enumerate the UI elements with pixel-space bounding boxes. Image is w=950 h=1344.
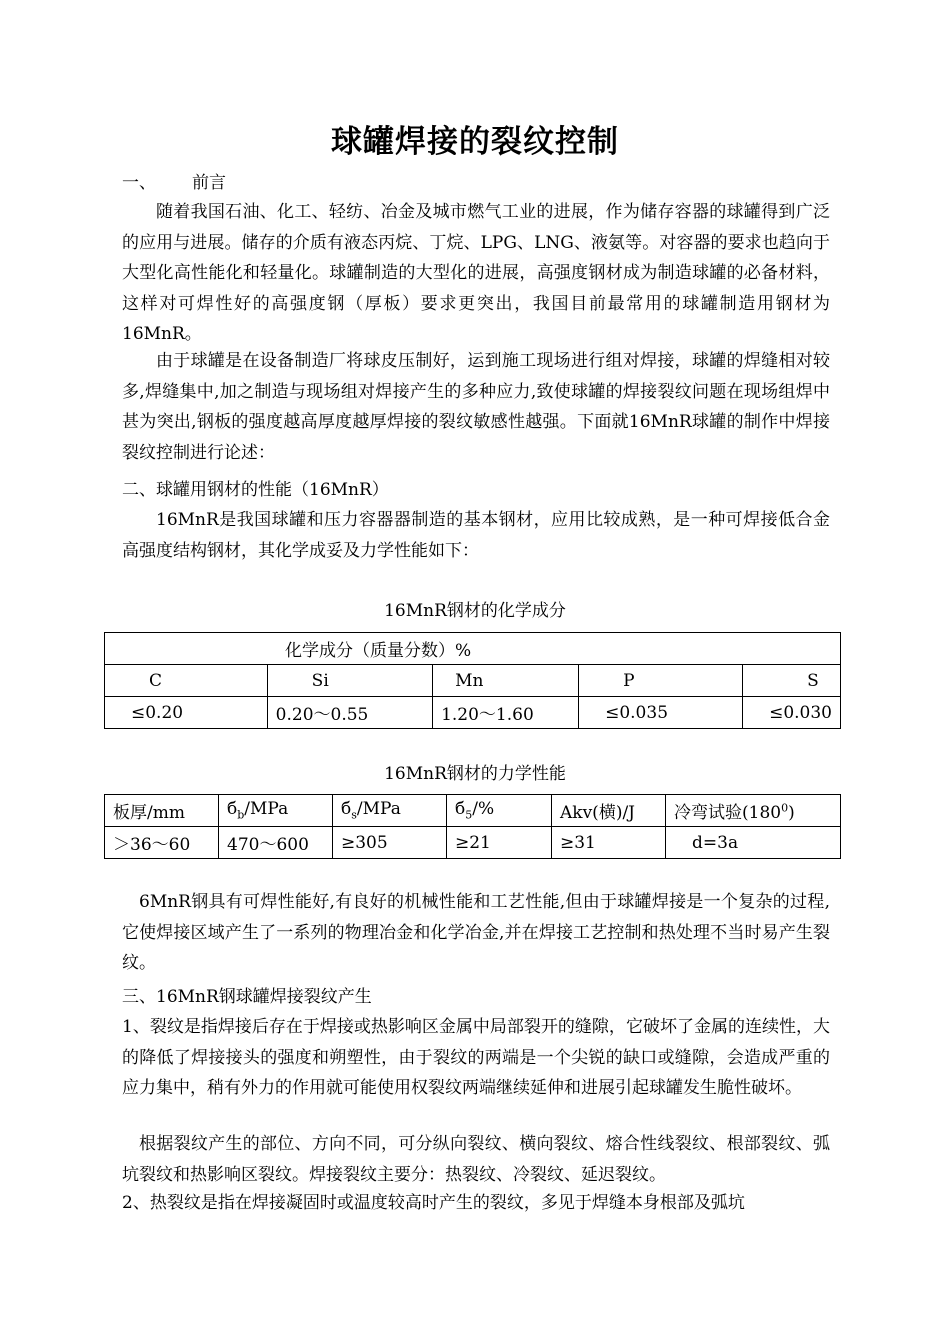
table-row [105, 633, 841, 665]
section-1-title: 前言 [192, 173, 226, 193]
table-cell: ≥305 [333, 827, 447, 859]
mechanical-table-caption: 16MnR钢材的力学性能 [384, 764, 566, 784]
chemical-group-header: 化学成分（质量分数）% [105, 633, 841, 665]
table-cell: d=3a [666, 827, 841, 859]
table-cell: S [743, 665, 841, 697]
chemical-composition-table [104, 632, 841, 729]
section-3-heading: 三、16MnR钢球罐焊接裂纹产生 [122, 987, 372, 1007]
table-cell: 板厚/mm [105, 795, 219, 827]
table-row [105, 827, 841, 859]
table-cell: $б_s$/MPa [333, 795, 447, 827]
table-cell: P [579, 665, 743, 697]
section-2-paragraph-1: 16MnR是我国球罐和压力容器器制造的基本钢材，应用比较成熟，是一种可焊接低合金高强度结构钢材，其化学成妥及力学性能如下： [122, 510, 830, 561]
intro-paragraph-2: 由于球罐是在设备制造厂将球皮压制好，运到施工现场进行组对焊接，球罐的焊缝相对较多,焊缝集中,加之制造与现场组对焊接产生的多种应力,致使球罐的焊接裂纹问题在现场组焊中甚为突出,钢板的强度越高厚度越厚焊接的裂纹敏感性越强。下面就16MnR球罐的制作中焊接裂纹控制进行论述： [122, 351, 830, 463]
table-row [105, 665, 841, 697]
table-cell: ≥21 [447, 827, 552, 859]
table-cell: 0.20～0.55 [267, 697, 432, 729]
table-row [105, 795, 841, 827]
table-cell: Akv(横)/J [552, 795, 666, 827]
chemical-table-caption: 16MnR钢材的化学成分 [384, 601, 566, 621]
table-cell: ＞36～60 [105, 827, 219, 859]
table-cell: ≤0.035 [579, 697, 743, 729]
table-cell: ≥31 [552, 827, 666, 859]
intro-paragraph-1: 随着我国石油、化工、轻纺、冶金及城市燃气工业的进展，作为储存容器的球罐得到广泛的应用与进展。储存的介质有液态丙烷、丁烷、LPG、LNG、液氨等。对容器的要求也趋向于大型化高性能化和轻量化。球罐制造的大型化的进展，高强度钢材成为制造球罐的必备材料，这样对可焊性好的高强度钢（厚板）要求更突出，我国目前最常用的球罐制造用钢材为16MnR。 [122, 202, 830, 344]
section-2-paragraph-2: 6MnR钢具有可焊性能好,有良好的机械性能和工艺性能,但由于球罐焊接是一个复杂的过程,它使焊接区域产生了一系列的物理冶金和化学冶金,并在焊接工艺控制和热处理不当时易产生裂纹。 [122, 892, 830, 973]
table-cell: $б_b$/MPa [219, 795, 333, 827]
table-cell: ≤0.20 [105, 697, 268, 729]
table-cell: C [105, 665, 268, 697]
section-3-paragraph-1: 1、裂纹是指焊接后存在于焊接或热影响区金属中局部裂开的缝隙，它破坏了金属的连续性，大的降低了焊接接头的强度和朔塑性，由于裂纹的两端是一个尖锐的缺口或缝隙，会造成严重的应力集中，稍有外力的作用就可能使用权裂纹两端继续延伸和进展引起球罐发生脆性破坏。 [122, 1017, 830, 1098]
table-cell: ≤0.030 [743, 697, 841, 729]
section-1-number: 一、 [122, 173, 156, 193]
table-row [105, 697, 841, 729]
table-cell: $б_5/\%$ [447, 795, 552, 827]
table-cell: 冷弯试验$(180^0)$ [666, 795, 841, 827]
section-2-heading: 二、球罐用钢材的性能（16MnR） [122, 480, 389, 500]
table-cell: 1.20～1.60 [433, 697, 579, 729]
table-cell: 470～600 [219, 827, 333, 859]
section-1-heading [122, 170, 226, 196]
section-3-paragraph-2: 根据裂纹产生的部位、方向不同，可分纵向裂纹、横向裂纹、熔合性线裂纹、根部裂纹、弧坑裂纹和热影响区裂纹。焊接裂纹主要分：热裂纹、冷裂纹、延迟裂纹。 [122, 1134, 830, 1185]
table-cell: Mn [433, 665, 579, 697]
section-3-paragraph-3: 2、热裂纹是指在焊接凝固时或温度较高时产生的裂纹，多见于焊缝本身根部及弧坑 [122, 1193, 745, 1213]
document-title: 球罐焊接的裂纹控制 [331, 124, 619, 160]
table-cell: Si [267, 665, 432, 697]
mechanical-properties-table [104, 794, 841, 859]
